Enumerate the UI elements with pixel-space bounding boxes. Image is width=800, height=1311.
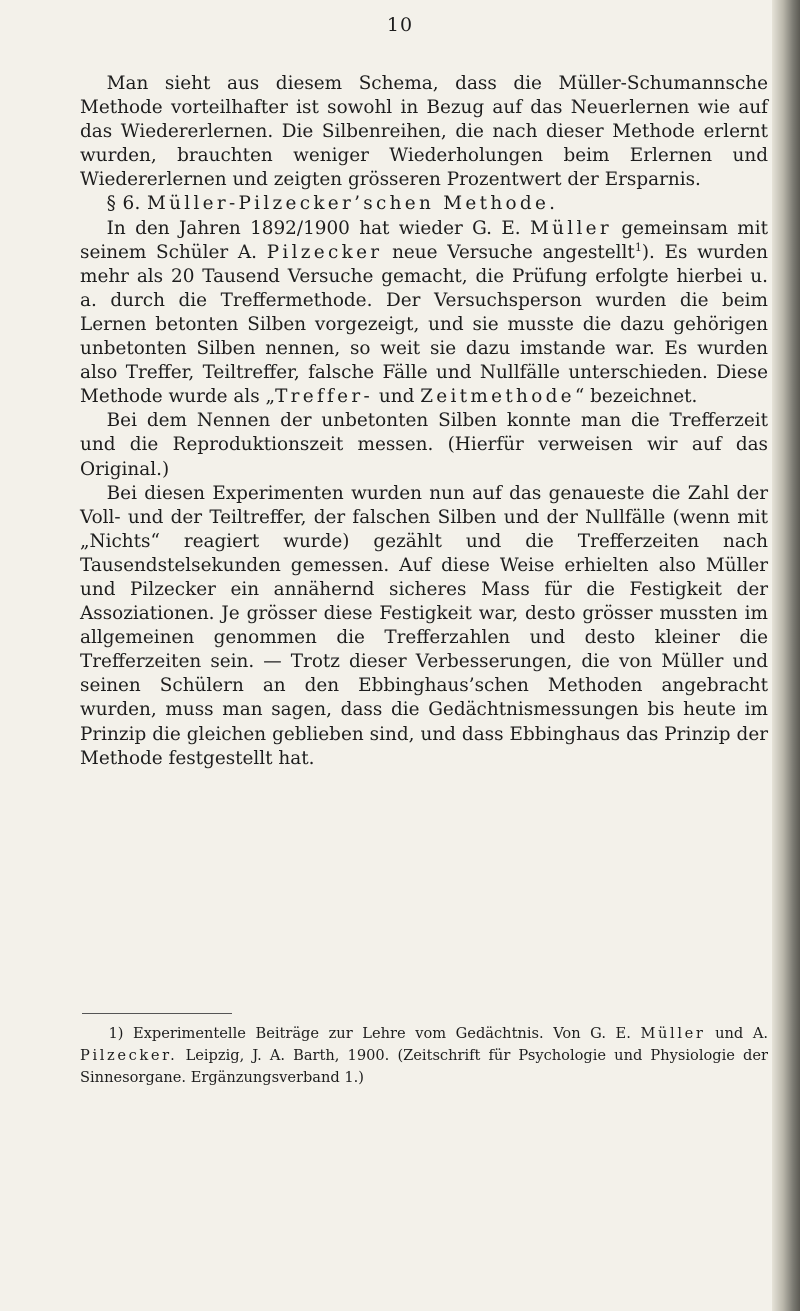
text-run: In den Jahren 1892/1900 hat wieder G. E. [106, 217, 521, 239]
text-run: und [378, 386, 415, 408]
author-name-mueller: Müller [530, 217, 612, 239]
section-number: § 6. [106, 193, 141, 215]
footnote-divider [82, 1013, 232, 1014]
paragraph-schema-conclusion: Man sieht aus diesem Schema, dass die Müller-Schumannsche Methode vorteilhafter ist sowohl in Bezug auf das Neuerlernen wie auf das Wiedererlernen. Die Silbenreihen, die nach dieser Methode erlernt wurden, brauchten weniger Wiederholungen beim Erlernen und Wiedererlernen und zeigten grösseren Prozentwert der Ersparnis. [80, 73, 768, 191]
text-run: gemeinsam mit seinem Schüler A. [80, 217, 768, 263]
footnote-text: und A. [715, 1025, 768, 1042]
footnote-text: Experimentelle Beiträge zur Lehre vom Gedächtnis. Von G. E. [133, 1025, 631, 1042]
text-run: ). Es wurden mehr als 20 Tausend Versuche gemacht, die Prüfung erfolgte hierbei u. a. durch die Treffermethode. Der Versuchsperson wurden die beim Lernen betonten Silben vorgezeigt, und sie musste die dazu gehörigen unbetonten Silben nennen, so weit sie dazu imstande war. Es wurden also Treffer, Teiltreffer, falsche Fälle und Nullfälle unterschieden. Diese Methode wurde als „ [80, 241, 768, 408]
paragraph-pilzecker-experiments [80, 217, 768, 410]
author-name-pilzecker: Pilzecker [266, 241, 383, 263]
term-treffer: Treffer- [275, 386, 374, 408]
section-title: Müller-Pilzecker’schen Methode. [146, 193, 559, 215]
footnote-reference: 1 [634, 240, 642, 254]
text-run: neue Versuche angestellt [392, 241, 635, 263]
footnote-marker: 1) [108, 1025, 124, 1042]
term-zeitmethode: Zeitmethode [420, 386, 575, 408]
page-number: 10 [386, 14, 414, 36]
footnote-text: Leipzig, J. A. Barth, 1900. (Zeitschrift für Psychologie und Physiologie der Sinnesorgane. Ergänzungsverband 1.) [80, 1047, 768, 1086]
paragraph-reproduction-time: Bei dem Nennen der unbetonten Silben konnte man die Trefferzeit und die Reproduktionszeit messen. (Hierfür verweisen wir auf das Original.) [80, 410, 768, 480]
section-heading [80, 192, 768, 216]
footnote [80, 1023, 768, 1089]
paragraph-measurements: Bei diesen Experimenten wurden nun auf das genaueste die Zahl der Voll- und der Teiltreffer, der falschen Silben und der Nullfälle (wenn mit „Nichts“ reagiert wurde) gezählt und die Trefferzeiten nach Tausendstelsekunden gemessen. Auf diese Weise erhielten also Müller und Pilzecker ein annähernd sicheres Mass für die Festigkeit der Assoziationen. Je grösser diese Festigkeit war, desto grösser mussten im allgemeinen genommen die Trefferzahlen und desto kleiner die Trefferzeiten sein. — Trotz dieser Verbesserungen, die von Müller und seinen Schülern an den Ebbinghaus’schen Methoden angebracht wurden, muss man sagen, dass die Gedächtnismessungen bis heute im Prinzip die gleichen geblieben sind, und dass Ebbinghaus das Prinzip der Methode festgestellt hat. [80, 482, 768, 769]
footnote-author-pilzecker: Pilzecker. [80, 1047, 178, 1064]
body-text [80, 72, 768, 771]
page-edge-shadow [772, 0, 800, 1311]
footnote-author-mueller: Müller [640, 1025, 706, 1042]
text-run: “ bezeichnet. [574, 386, 698, 408]
